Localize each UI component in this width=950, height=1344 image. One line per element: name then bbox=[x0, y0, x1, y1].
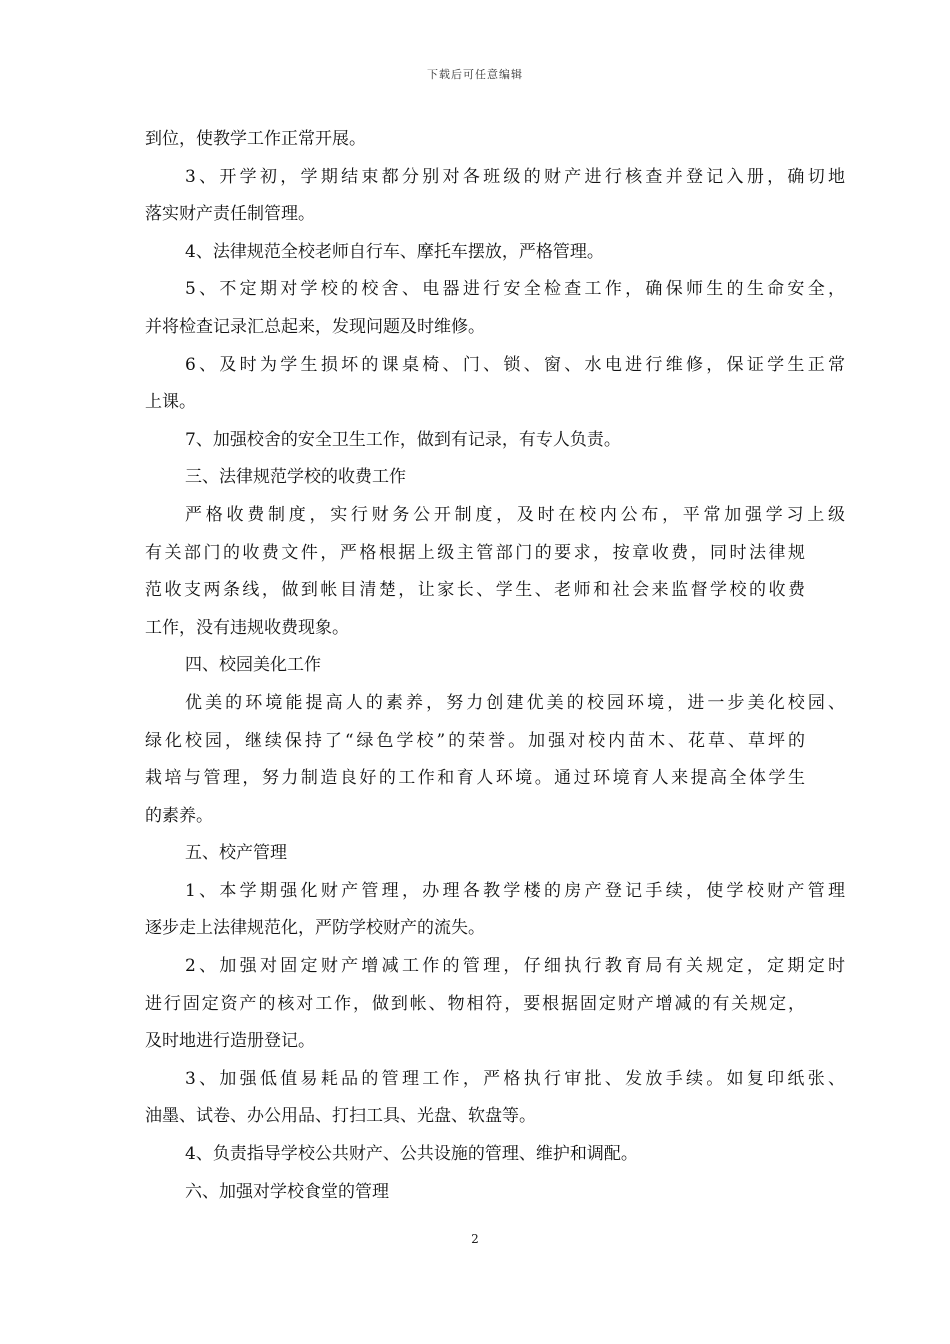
section-heading: 五、校产管理 bbox=[185, 843, 287, 864]
text-line: 7、加强校舍的安全卫生工作，做到有记录，有专人负责。 bbox=[185, 429, 621, 450]
text-line: 1、本学期强化财产管理，办理各教学楼的房产登记手续，使学校财产管理 bbox=[185, 880, 845, 901]
text-line: 逐步走上法律规范化，严防学校财产的流失。 bbox=[145, 918, 485, 939]
text-line: 3、加强低值易耗品的管理工作，严格执行审批、发放手续。如复印纸张、 bbox=[185, 1068, 845, 1089]
text-line: 栽培与管理，努力制造良好的工作和育人环境。通过环境育人来提高全体学生 bbox=[145, 768, 805, 789]
section-heading: 三、法律规范学校的收费工作 bbox=[185, 467, 406, 488]
text-line: 有关部门的收费文件，严格根据上级主管部门的要求，按章收费，同时法律规 bbox=[145, 542, 805, 563]
text-line: 5、不定期对学校的校舍、电器进行安全检查工作，确保师生的生命安全， bbox=[185, 279, 845, 300]
section-heading: 六、加强对学校食堂的管理 bbox=[185, 1181, 389, 1202]
text-line: 落实财产责任制管理。 bbox=[145, 204, 315, 225]
text-line: 2、加强对固定财产增减工作的管理，仔细执行教育局有关规定，定期定时 bbox=[185, 956, 845, 977]
text-line: 到位，使教学工作正常开展。 bbox=[145, 129, 366, 149]
text-line: 4、法律规范全校老师自行车、摩托车摆放，严格管理。 bbox=[185, 241, 604, 262]
text-line: 3、开学初，学期结束都分别对各班级的财产进行核查并登记入册，确切地 bbox=[185, 166, 845, 187]
text-line: 及时地进行造册登记。 bbox=[145, 1031, 315, 1052]
section-heading: 四、校园美化工作 bbox=[185, 655, 321, 676]
text-line: 范收支两条线，做到帐目清楚，让家长、学生、老师和社会来监督学校的收费 bbox=[145, 580, 805, 601]
text-line: 进行固定资产的核对工作，做到帐、物相符，要根据固定财产增减的有关规定， bbox=[145, 993, 805, 1014]
text-line: 并将检查记录汇总起来，发现问题及时维修。 bbox=[145, 316, 485, 337]
text-line: 上课。 bbox=[145, 392, 196, 413]
text-line: 严格收费制度，实行财务公开制度，及时在校内公布，平常加强学习上级 bbox=[185, 504, 845, 525]
text-line: 优美的环境能提高人的素养，努力创建优美的校园环境，进一步美化校园、 bbox=[185, 692, 845, 713]
page-header: 下载后可任意编辑 bbox=[427, 68, 523, 81]
document-body bbox=[145, 121, 845, 1211]
text-line: 绿化校园，继续保持了“绿色学校”的荣誉。加强对校内苗木、花草、草坪的 bbox=[145, 730, 805, 751]
text-line: 的素养。 bbox=[145, 805, 213, 826]
page-number: 2 bbox=[471, 1232, 479, 1246]
text-line: 油墨、试卷、办公用品、打扫工具、光盘、软盘等。 bbox=[145, 1106, 536, 1127]
text-line: 工作，没有违规收费现象。 bbox=[145, 617, 349, 638]
text-line: 4、负责指导学校公共财产、公共设施的管理、维护和调配。 bbox=[185, 1144, 638, 1165]
text-line: 6、及时为学生损坏的课桌椅、门、锁、窗、水电进行维修，保证学生正常 bbox=[185, 354, 845, 375]
